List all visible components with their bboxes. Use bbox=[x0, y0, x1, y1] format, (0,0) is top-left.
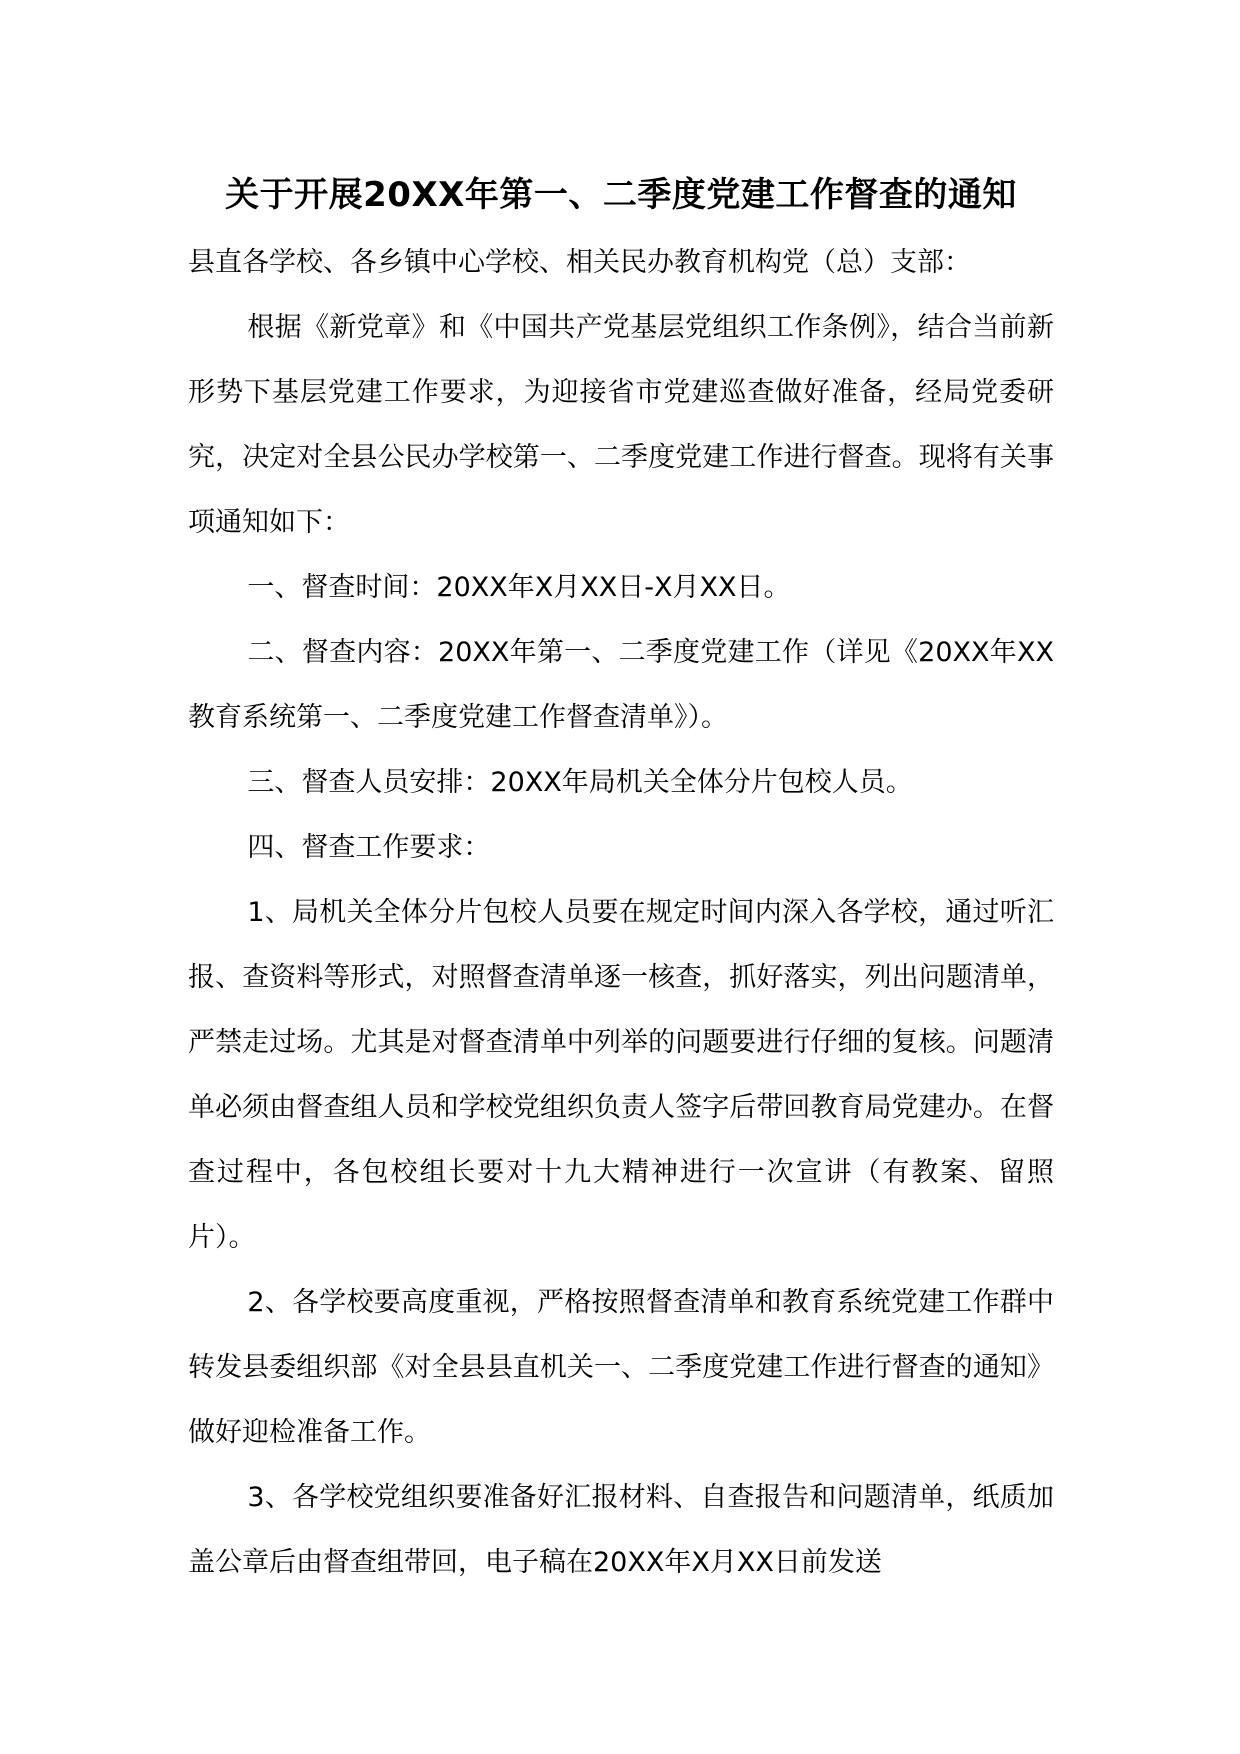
paragraph-inspection-staff: 三、督查人员安排：20XX年局机关全体分片包校人员。 bbox=[247, 767, 913, 798]
paragraph-intro: 根据《新党章》和《中国共产党基层党组织工作条例》，结合当前新形势下基层党建工作要求，为迎接省市党建巡查做好准备，经局党委研究，决定对全县公民办学校第一、二季度党建工作进行督查。现将有关事项通知如下： bbox=[188, 312, 1054, 538]
paragraph-requirement-1: 1、局机关全体分片包校人员要在规定时间内深入各学校，通过听汇报、查资料等形式，对照督查清单逐一核查，抓好落实，列出问题清单，严禁走过场。尤其是对督查清单中列举的问题要进行仔细的复核。问题清单必须由督查组人员和学校党组织负责人签字后带回教育局党建办。在督查过程中，各包校组长要对十九大精神进行一次宣讲（有教案、留照片）。 bbox=[188, 897, 1054, 1253]
paragraph-inspection-time: 一、督查时间：20XX年X月XX日-X月XX日。 bbox=[247, 572, 791, 603]
paragraph-inspection-content: 二、督查内容：20XX年第一、二季度党建工作（详见《20XX年XX教育系统第一、二季度党建工作督查清单》）。 bbox=[188, 637, 1054, 733]
paragraph-requirement-2: 2、各学校要高度重视，严格按照督查清单和教育系统党建工作群中转发县委组织部《对全县县直机关一、二季度党建工作进行督查的通知》做好迎检准备工作。 bbox=[188, 1287, 1054, 1448]
paragraph-requirement-3: 3、各学校党组织要准备好汇报材料、自查报告和问题清单，纸质加盖公章后由督查组带回，电子稿在20XX年X月XX日前发送 bbox=[188, 1482, 1054, 1578]
paragraph-requirements-heading: 四、督查工作要求： bbox=[247, 832, 491, 863]
document-title: 关于开展20XX年第一、二季度党建工作督查的通知 bbox=[225, 175, 1017, 215]
document-body bbox=[188, 172, 1054, 1595]
salutation: 县直各学校、各乡镇中心学校、相关民办教育机构党（总）支部： bbox=[188, 247, 971, 278]
